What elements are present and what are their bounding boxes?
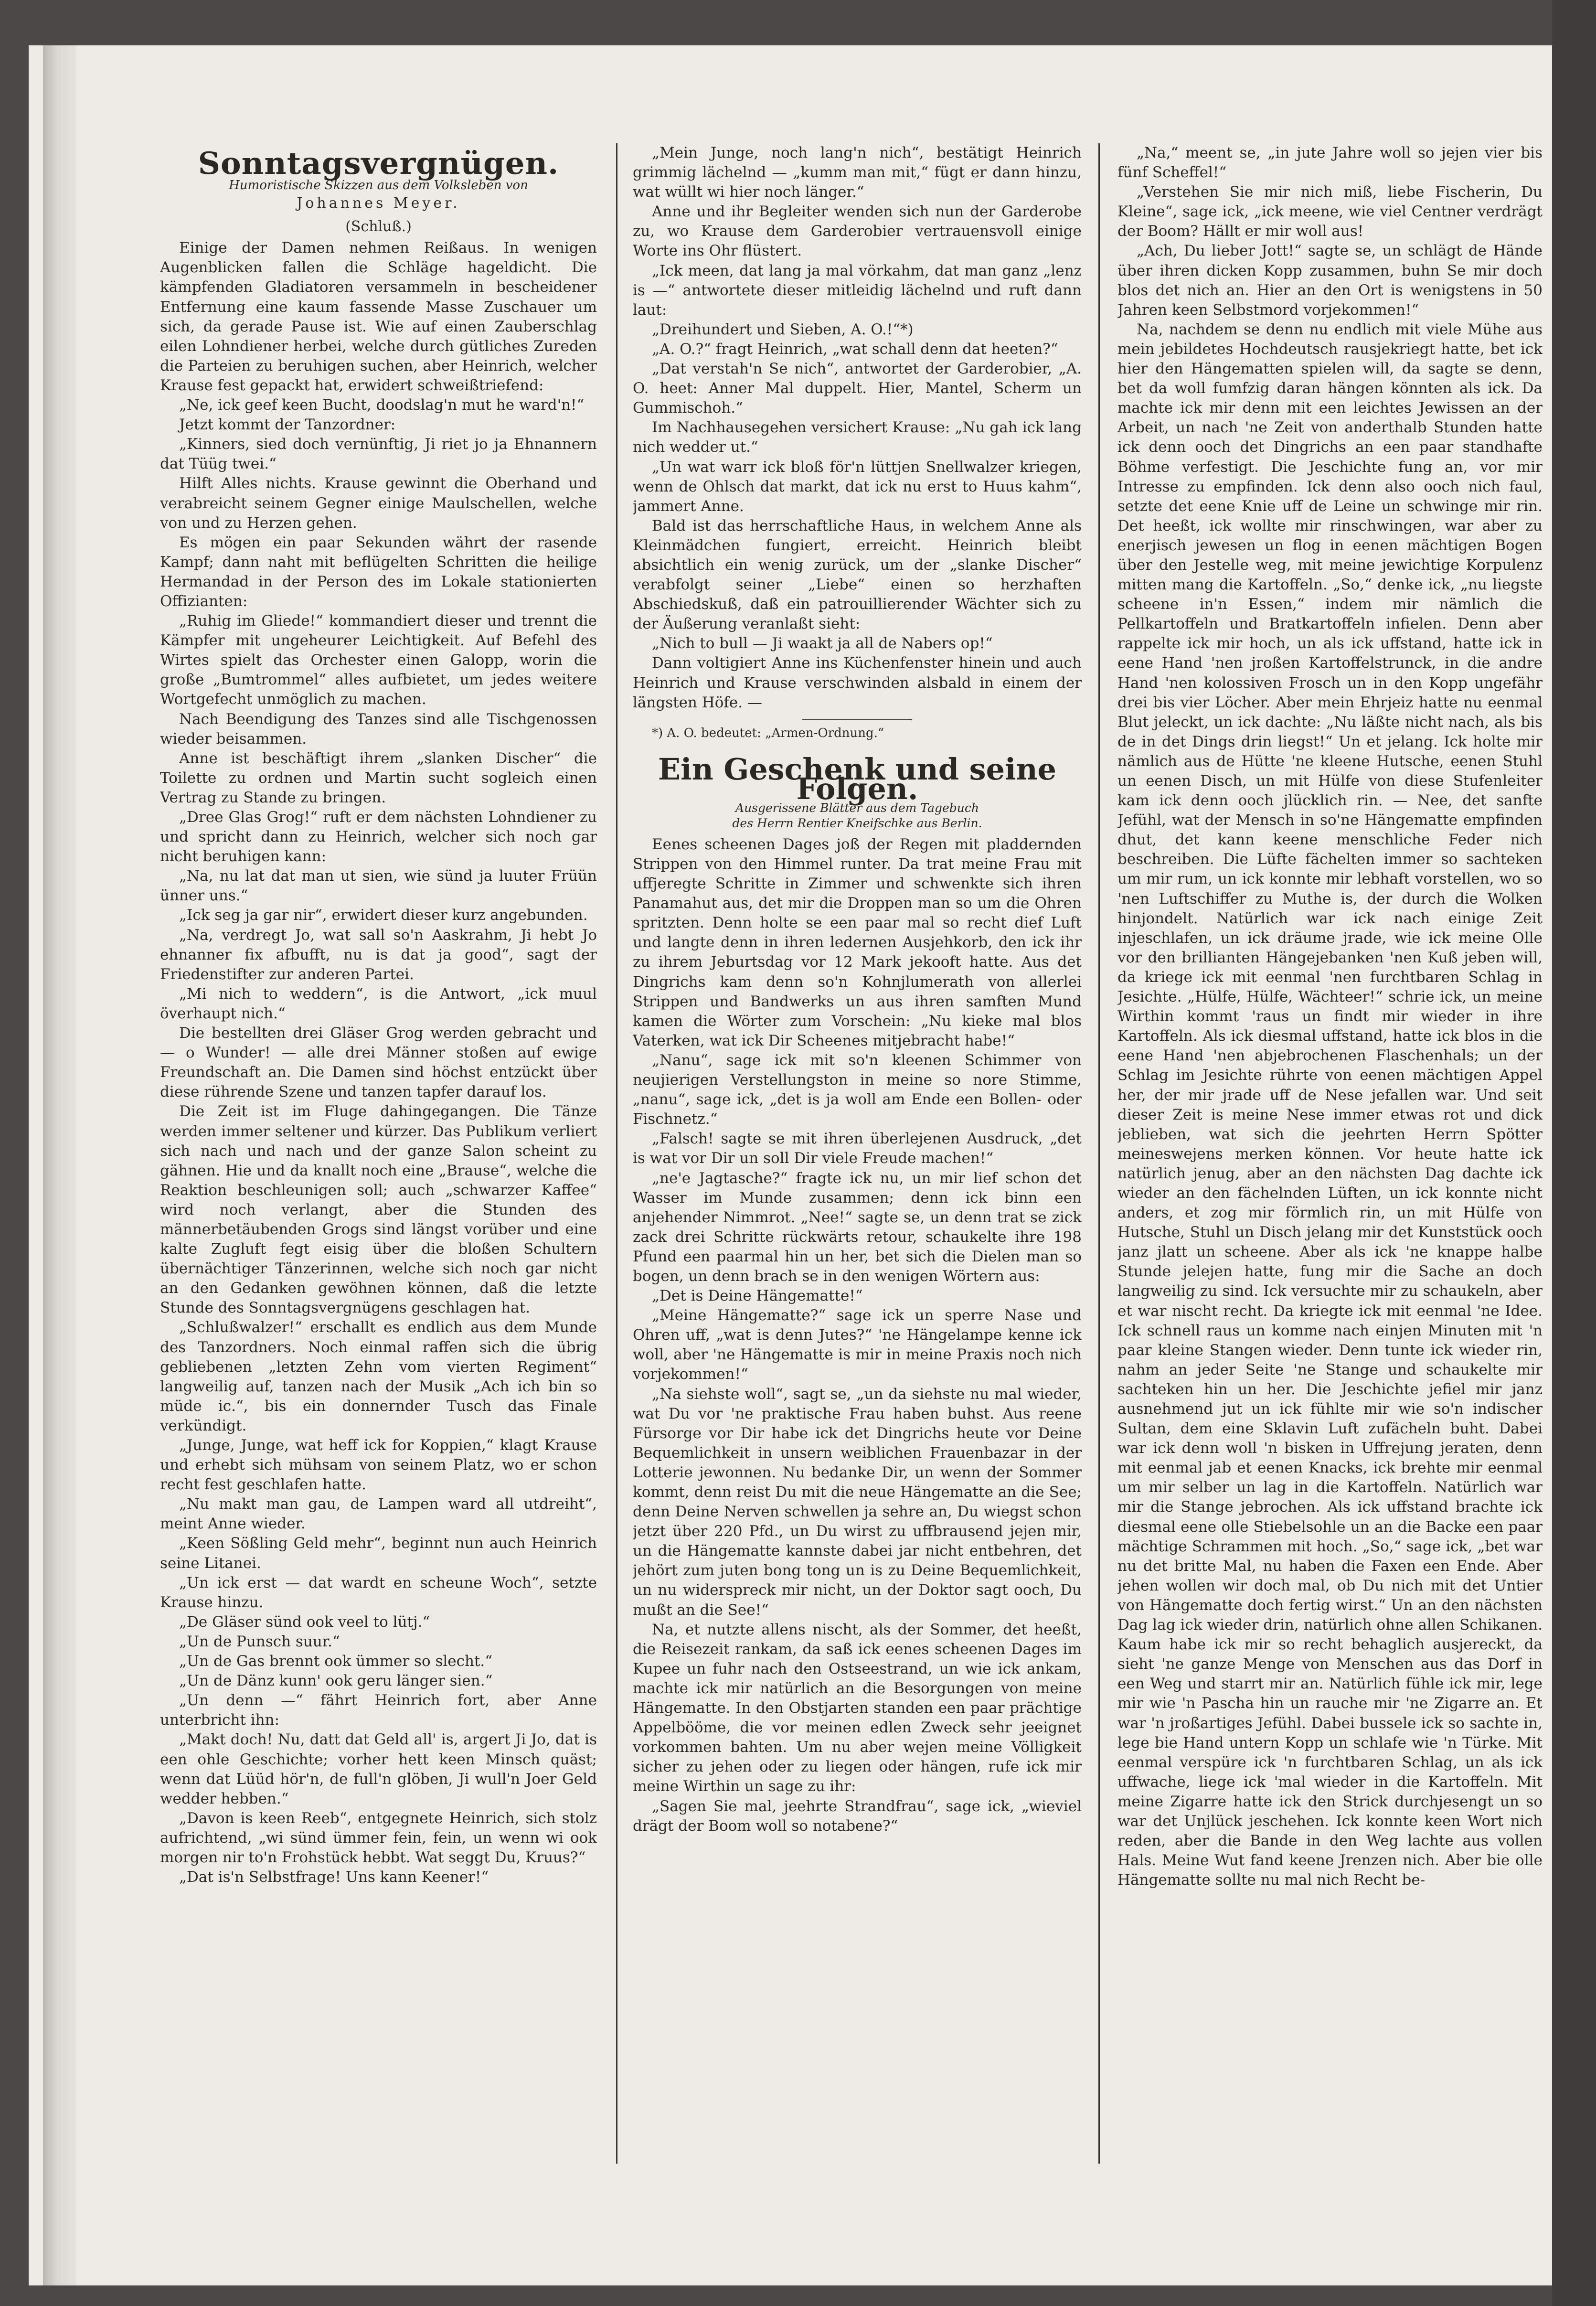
column-1 bbox=[160, 143, 597, 2235]
paragraph: „Kinners, sied doch vernünftig, Ji riet jo ja Ehnannern dat Tüüg twei.“ bbox=[160, 436, 597, 473]
paragraph: „Falsch! sagte se mit ihren überlejenen Ausdruck, „det is wat vor Dir un soll Dir viele Freude machen!“ bbox=[633, 1130, 1082, 1167]
paragraph: „Na,“ meent se, „in jute Jahre woll so jejen vier bis fünf Scheffel!“ bbox=[1117, 144, 1543, 181]
article-subtitle: Humoristische Skizzen aus dem Volksleben von bbox=[229, 178, 528, 193]
paragraph: Anne ist beschäftigt ihrem „slanken Discher“ die Toilette zu ordnen und Martin sucht sogleich einen Vertrag zu Stande zu bringen. bbox=[160, 749, 597, 806]
article-author: Johannes Meyer. bbox=[297, 195, 460, 212]
paragraph: Bald ist das herrschaftliche Haus, in welchem Anne als Kleinmädchen fungiert, erreicht. Heinrich bleibt absichtlich ein wenig zurück, um der „slanke Discher“ verabfolgt seiner „Liebe“ einen so herzhaften Abschiedskuß, daß ein patrouillierender Wächter sich zu der Äußerung veranlaßt sieht: bbox=[633, 517, 1082, 633]
paragraph: Die Zeit ist im Fluge dahingegangen. Die Tänze werden immer seltener und kürzer. Das Publikum verliert sich nach und nach und der ganze Salon scheint zu gähnen. Hie und da knallt noch eine „Brause“, welche die Reaktion beschleunigen soll; auch „schwarzer Kaffee“ wird noch verlangt, aber die Stunden des männerbetäubenden Grogs sind längst vorüber und eine kalte Zugluft fegt eisig über die bloßen Schultern übernächtiger Tänzerinnen, welche sich noch gar nicht an den Gedanken gewöhnen können, daß die letzte Stunde des Sonntagsvergnügens geschlagen hat. bbox=[160, 1103, 597, 1317]
page-binding-shadow bbox=[43, 45, 76, 2285]
paragraph: „Na, verdregt Jo, wat sall so'n Aaskrahm, Ji hebt Jo ehnanner fix afbufft, nu is dat ja good“, sagt der Friedenstifter zur anderen Partei. bbox=[160, 926, 597, 983]
paragraph: „Dree Glas Grog!“ ruft er dem nächsten Lohndiener zu und spricht dann zu Heinrich, welcher sich noch gar nicht beruhigen kann: bbox=[160, 809, 597, 865]
paragraph: „Mein Junge, noch lang'n nich“, bestätigt Heinrich grimmig lächelnd — „kumm man mit,“ fügt er dann hinzu, wat wüllt wi hier noch länger.“ bbox=[633, 144, 1082, 201]
second-article-continuation bbox=[1117, 143, 1543, 1890]
paragraph: „Davon is keen Reeb“, entgegnete Heinrich, sich stolz aufrichtend, „wi sünd ümmer fein, fein, un wenn wi ook morgen nir to'n Frohstück hebbt. Wat seggt Du, Kruus?“ bbox=[160, 1809, 597, 1866]
paragraph: „A. O.?“ fragt Heinrich, „wat schall denn dat heeten?“ bbox=[652, 340, 1058, 358]
paragraph: „Nu makt man gau, de Lampen ward all utdreiht“, meint Anne wieder. bbox=[160, 1495, 597, 1533]
paragraph: Die bestellten drei Gläser Grog werden gebracht und — o Wunder! — alle drei Männer stoßen auf ewige Freundschaft an. Die Damen sind höchst entzückt über diese rührende Szene und tanzen tapfer darauf los. bbox=[160, 1025, 597, 1101]
paragraph: „Dat verstah'n Se nich“, antwortet der Garderobier, „A. O. heet: Anner Mal duppelt. Hier, Mantel, Scherm un Gummischoh.“ bbox=[633, 360, 1082, 417]
article-part-label: (Schluß.) bbox=[345, 218, 412, 235]
paragraph: Dann voltigiert Anne ins Küchenfenster hinein und auch Heinrich und Krause verschwinden alsbald in einem der längsten Höfe. — bbox=[633, 654, 1082, 711]
paragraph: „Keen Sößling Geld mehr“, beginnt nun auch Heinrich seine Litanei. bbox=[160, 1535, 597, 1572]
paragraph: „Dreihundert und Sieben, A. O.!“*) bbox=[652, 320, 914, 338]
paragraph: Es mögen ein paar Sekunden währt der rasende Kampf; dann naht mit beflügelten Schritten die heilige Hermandad in der Person des im Lokale stationierten Offizianten: bbox=[160, 534, 597, 610]
paragraph: „Makt doch! Nu, datt dat Geld all' is, argert Ji Jo, dat is een ohle Geschichte; vorher hett keen Minsch quäst; wenn dat Lüüd hör'n, de full'n glöben, Ji wull'n Joer Geld wedder hebben.“ bbox=[160, 1731, 597, 1807]
article-title: Sonntagsvergnügen. bbox=[198, 146, 559, 181]
paragraph: „Un denn —“ fährt Heinrich fort, aber Anne unterbricht ihn: bbox=[160, 1692, 597, 1729]
paragraph: „Dat is'n Selbstfrage! Uns kann Keener!“ bbox=[179, 1868, 489, 1886]
paragraph: Im Nachhausegehen versichert Krause: „Nu gah ick lang nich wedder ut.“ bbox=[633, 419, 1082, 456]
column-2 bbox=[633, 143, 1082, 2235]
footnote-rule bbox=[802, 719, 912, 720]
paragraph: „Meine Hängematte?“ sage ick un sperre Nase und Ohren uff, „wat is denn Jutes?“ 'ne Hängelampe kenne ick woll, aber 'ne Hängematte is mir in meine Praxis noch nich vorjekommen!“ bbox=[633, 1307, 1082, 1383]
column-3 bbox=[1117, 143, 1543, 2235]
paragraph: „Na siehste woll“, sagt se, „un da siehste nu mal wieder, wat Du vor 'ne praktische Frau haben buhst. Aus reene Fürsorge vor Dir habe ick det Dingrichs heute vor Deine Bequemlichkeit in unsern weiblichen Frauenbazar in der Lotterie jewonnen. Nu bedanke Dir, un wenn der Sommer kommt, denn reist Du mit die neue Hängematte an die See; denn Deine Nerven schwellen ja sehre an, Du wiegst schon jetzt über 220 Pfd., un Du wirst zu uffbrausend jejen mir, un die Hängematte kannste dabei jar nicht entbehren, det jehört zum juten bong tong un is zu Deine Bequemlichkeit, un nu widerspreck mir nicht, un der Doktor sagt ooch, Du mußt an die See!“ bbox=[633, 1385, 1082, 1619]
paragraph: „Ach, Du lieber Jott!“ sagte se, un schlägt de Hände über ihren dicken Kopp zusammen, buhn Se mir doch blos det nich an. Hier an den Ort is wenigstens in 50 Jahren keen Selbstmord vorjekommen!“ bbox=[1117, 242, 1543, 319]
second-article-body bbox=[633, 835, 1082, 1836]
paragraph: „Nanu“, sage ick mit so'n kleenen Schimmer von neujierigen Verstellungston in meine so nore Stimme, „nanu“, sage ick, „det is ja woll am Ende een Bollen- oder Fischnetz.“ bbox=[633, 1051, 1082, 1128]
paragraph: „ne'e Jagtasche?“ fragte ick nu, un mir lief schon det Wasser im Munde zusammen; denn ick binn een anjehender Nimmrot. „Nee!“ sagte se, un denn trat se zick zack drei Schritte rückwärts retour, schaukelte ihre 198 Pfund een paarmal hin un her, bet sich die Dielen man so bogen, un denn brach se in den wenigen Wörtern aus: bbox=[633, 1169, 1082, 1285]
paragraph: Anne und ihr Begleiter wenden sich nun der Garderobe zu, wo Krause dem Garderobier vertrauensvoll einige Worte ins Ohr flüstert. bbox=[633, 203, 1082, 260]
second-article-title: Ein Geschenk und seine Folgen. bbox=[658, 751, 1057, 806]
paragraph: „Verstehen Sie mir nich miß, liebe Fischerin, Du Kleine“, sage ick, „ick meene, wie viel Centner verdrägt der Boom? Hällt er mir woll aus! bbox=[1117, 183, 1543, 240]
column-rule-1 bbox=[616, 143, 617, 2164]
paragraph: „Un de Gas brennt ook ümmer so slecht.“ bbox=[179, 1653, 493, 1670]
paragraph: „Ick seg ja gar nir“, erwidert dieser kurz angebunden. bbox=[179, 907, 588, 924]
paragraph: „De Gläser sünd ook veel to lütj.“ bbox=[179, 1613, 430, 1631]
column-rule-2 bbox=[1098, 143, 1100, 2164]
paragraph: „Ne, ick geef keen Bucht, doodslag'n mut he ward'n!“ bbox=[179, 396, 585, 414]
paragraph: „Un ick erst — dat wardt en scheune Woch“, setzte Krause hinzu. bbox=[160, 1574, 597, 1611]
footnote: *) A. O. bedeutet: „Armen-Ordnung.“ bbox=[652, 726, 884, 740]
paragraph: Einige der Damen nehmen Reißaus. In wenigen Augenblicken fallen die Schläge hageldicht. Die kämpfenden Gladiatoren versammeln in bescheidener Entfernung eine kaum fassende Masse Zuschauer um sich, da gerade Pause ist. Wie auf einen Zauberschlag eilen Lohndiener herbei, welche durch gütliches Zureden die Parteien zu beruhigen suchen, aber Heinrich, welcher Krause fest gepackt hat, erwidert schweißtriefend: bbox=[160, 239, 597, 394]
paragraph: „Un wat warr ick bloß för'n lüttjen Snellwalzer kriegen, wenn de Ohlsch dat markt, dat ick nu erst to Huus kahm“, jammert Anne. bbox=[633, 458, 1082, 515]
paragraph: „Na, nu lat dat man ut sien, wie sünd ja luuter Früün ünner uns.“ bbox=[160, 867, 597, 905]
paragraph: „Junge, Junge, wat heff ick for Koppien,“ klagt Krause und erhebt sich mühsam von seinem Platz, wo er schon recht fest geschlafen hatte. bbox=[160, 1437, 597, 1494]
paragraph: „Un de Punsch suur.“ bbox=[179, 1633, 340, 1650]
paragraph: Jetzt kommt der Tanzordner: bbox=[179, 416, 396, 434]
paragraph: „Ruhig im Gliede!“ kommandiert dieser und trennt die Kämpfer mit ungeheurer Leichtigkeit. Auf Befehl des Wirtes spielt das Orchester einen Galopp, worin die große „Bumtrommel“ alles aufbietet, um jedes weitere Wortgefecht unmöglich zu machen. bbox=[160, 612, 597, 708]
paragraph: Na, nachdem se denn nu endlich mit viele Mühe aus mein jebildetes Hochdeutsch rausjekriegt hatte, bet ick hier den Hängematten spielen will, da sagte se denn, bet da woll fumfzig daran hängen könnten als ick. Da machte ick mir denn mit een leichtes Jewissen an der Arbeit, un nach 'ne Zeit von anderthalb Stunden hatte ick denn ooch det Dingrichs an een paar standhafte Böhme verfestigt. Die Jeschichte fung an, vor mir Intresse zu empfinden. Ick denn also ooch nich faul, setzte det eene Knie uff de Leine un schwinge mir rin. Det heeßt, ick wollte mir rinschwingen, war aber zu enerjisch jewesen un flog in eenen mächtigen Bogen über den Jestelle weg, mit meine jewichtige Korpulenz mitten mang die Kartoffeln. „So,“ denke ick, „nu liegste scheene in'n Essen,“ indem mir nämlich die Pellkartoffeln und Bratkartoffeln infielen. Denn aber rappelte ick mir hoch, un als ick uffstand, hatte ick in eene Hand 'nen jroßen Kartoffelstrunck, in die andre Hand 'nen kolossiven Frosch un in den Kopp ungefähr drei bis vier Löcher. Aber mein Ehrjeiz hatte nu eenmal Blut jeleckt, un ick dachte: „Nu läßte nicht nach, als bis de in det Dings drin liegst!“ Un et jelang. Ick holte mir nämlich aus de Hütte 'ne kleene Hutsche, eenen Stuhl un eenen Disch, un mit Hülfe von diese Stufenleiter kam ick denn ooch jlücklich rin. — Nee, det sanfte Jefühl, wat der Mensch in so'ne Hängematte empfinden dhut, det kann keene menschliche Feder nich beschreiben. Die Lüfte fächelten immer so sachteken um mir rum, un ick konnte mir lebhaft vorstellen, wo so 'nen Luftschiffer zu Muthe is, der durch die Wolken hinjondelt. Natürlich war ick nach einige Zeit injeschlafen, un ick dräume jrade, wie ick meine Olle vor den brillianten Hängejebanken 'nen Kuß jeben will, da kriege ick mit eenmal 'nen furchtbaren Schlag in Jesichte. „Hülfe, Hülfe, Wächteer!“ schrie ick, un meine Wirthin kommt 'raus un findt mir wieder in ihre Kartoffeln. Als ick diesmal uffstand, hatte ick blos in die eene Hand 'nen abjebrochenen Flaschenhals; un der Schlag im Jesichte rührte von eenen mächtigen Appel her, der mir jrade uff de Nese jefallen war. Und seit dieser Zeit is meine Nese immer etwas rot und dick jeblieben, wat sich die jeehrten Herrn Spötter meineswejens merken können. Vor heute hatte ick natürlich jenug, aber an den nächsten Dag dachte ick wieder an den fächelnden Lüften, un ick konnte nicht anders, et zog mir förmlich rin, un mit Hülfe von Hutsche, Stuhl un Disch jelang mir det Kunststück ooch janz jlatt un scheene. Aber als ick 'ne knappe halbe Stunde jelejen hatte, fung mir die Sache an doch langweilig zu sind. Ick versuchte mir zu schaukeln, aber et war nischt recht. Da kriegte ick mit eenmal 'ne Idee. Ick schnell raus un komme nach einjen Minuten mit 'n paar kleine Stangen wieder. Denn tunte ick wieder rin, nahm an jeder Seite 'ne Stange und schaukelte mir sachteken hin un her. Die Jeschichte jefiel mir janz ausnehmend jut un ick fühlte mir wie so'n indischer Sultan, dem eine Sklavin Luft zufächeln buht. Dabei war ick denn woll 'n bisken in Uffrejung jeraten, denn mit eenmal jab et eenen Knacks, ick brehte mir eenmal um mir selber un lag in die Kartoffeln. Natürlich war mir die Stange jebrochen. Als ick uffstand brachte ick diesmal eene olle Stiebelsohle un an die Backe een paar mächtige Schrammen mit hoch. „So,“ sage ick, „bet war nu det britte Mal, nu haben die Faxen een Ende. Aber jehen wollen wir doch mal, ob Du nich mit det Untier von Hängematte doch fertig wirst.“ Un an den nächsten Dag lag ick wieder drin, natürlich ohne allen Schikanen. Kaum habe ick mir so recht behaglich ausjereckt, da sieht 'ne ganze Menge von Menschen aus das Dorf in een Weg und starrt mir an. Natürlich fühle ick mir, lege mir wie 'n Pascha hin un rauche mir 'ne Zigarre an. Et war 'n jroßartiges Jefühl. Dabei bussele ick so sachte in, lege bie Hand untern Kopp un schlafe wie 'n Türke. Mit eenmal verspüre ick 'n furchtbaren Schlag, un als ick uffwache, liege ick 'mal wieder in die Kartoffeln. Mit meine Zigarre hatte ick den Strick durchjesengt un so war det Unjlück jeschehen. Ick konnte keen Wort nich reden, aber die Bande in den Weg lachte aus vollen Hals. Meine Wut fand keene Jrenzen nich. Aber bie olle Hängematte sollte nu mal nich Recht be- bbox=[1117, 320, 1543, 1889]
paragraph: Eenes scheenen Dages joß der Regen mit pladdernden Strippen von den Himmel runter. Da trat meine Frau mit uffjeregte Schritte in Zimmer und schwenkte sich ihren Panamahut aus, det mir die Droppen man so um die Ohren spritzten. Denn holte se een paar mal so recht dief Luft und langte denn in ihren ledernen Ausjehkorb, den ick ihr zu ihrem Jeburtsdag vor 12 Mark jekooft hatte. Aus det Dingrichs kam denn so'n Kohnjlumerath von allerlei Strippen und Bandwerks un aus ihren samften Mund kamen die Wörter zum Vorschein: „Nu kieke mal blos Vaterken, wat ick Dir Scheenes mitjebracht habe!“ bbox=[633, 835, 1082, 1049]
paragraph: Nach Beendigung des Tanzes sind alle Tischgenossen wieder beisammen. bbox=[160, 710, 597, 747]
paragraph: „Nich to bull — Ji waakt ja all de Nabers op!“ bbox=[652, 635, 993, 652]
paragraph: „Det is Deine Hängematte!“ bbox=[652, 1287, 863, 1305]
second-article-subtitle-1: Ausgerissene Blätter aus dem Tagebuch bbox=[735, 801, 979, 815]
paragraph: „Sagen Sie mal, jeehrte Strandfrau“, sage ick, „wieviel drägt der Boom woll so notabene?“ bbox=[633, 1797, 1082, 1835]
scan-right-edge bbox=[1552, 0, 1596, 2306]
paragraph: „Schlußwalzer!“ erschallt es endlich aus dem Munde des Tanzordners. Noch einmal raffen sich die übrig gebliebenen „letzten Zehn vom vierten Regiment“ langweilig auf, tanzen nach der Musik „Ach ich bin so müde ic.“, bis ein donnernder Tusch das Finale verkündigt. bbox=[160, 1319, 597, 1434]
paragraph: Hilft Alles nichts. Krause gewinnt die Oberhand und verabreicht seinem Gegner einige Maulschellen, welche von und zu Herzen gehen. bbox=[160, 475, 597, 532]
article-body bbox=[160, 238, 597, 1887]
article-continuation bbox=[633, 143, 1082, 713]
second-article-subtitle-2: des Herrn Rentier Kneifschke aus Berlin. bbox=[732, 816, 982, 830]
paragraph: „Mi nich to weddern“, is die Antwort, „ick muul överhaupt nich.“ bbox=[160, 985, 597, 1022]
paragraph: „Un de Dänz kunn' ook geru länger sien.“ bbox=[179, 1672, 493, 1690]
paragraph: „Ick meen, dat lang ja mal vörkahm, dat man ganz „lenz is —“ antwortete dieser mitleidig lächelnd und ruft dann laut: bbox=[633, 262, 1082, 319]
paragraph: Na, et nutzte allens nischt, als der Sommer, det heeßt, die Reisezeit rankam, da saß ick eenes scheenen Dages im Kupee un fuhr nach den Ostseestrand, un wie ick ankam, machte ick mir natürlich an die Besorgungen von meine Hängematte. In den Obstjarten standen een paar prächtige Appelbööme, die vor meinen edlen Zweck sehr jeeignet vorkommen bahten. Um nu aber wejen meine Völligkeit sicher zu jehen oder zu liegen oder hängen, rufe ick mir meine Wirthin un sage zu ihr: bbox=[633, 1621, 1082, 1795]
